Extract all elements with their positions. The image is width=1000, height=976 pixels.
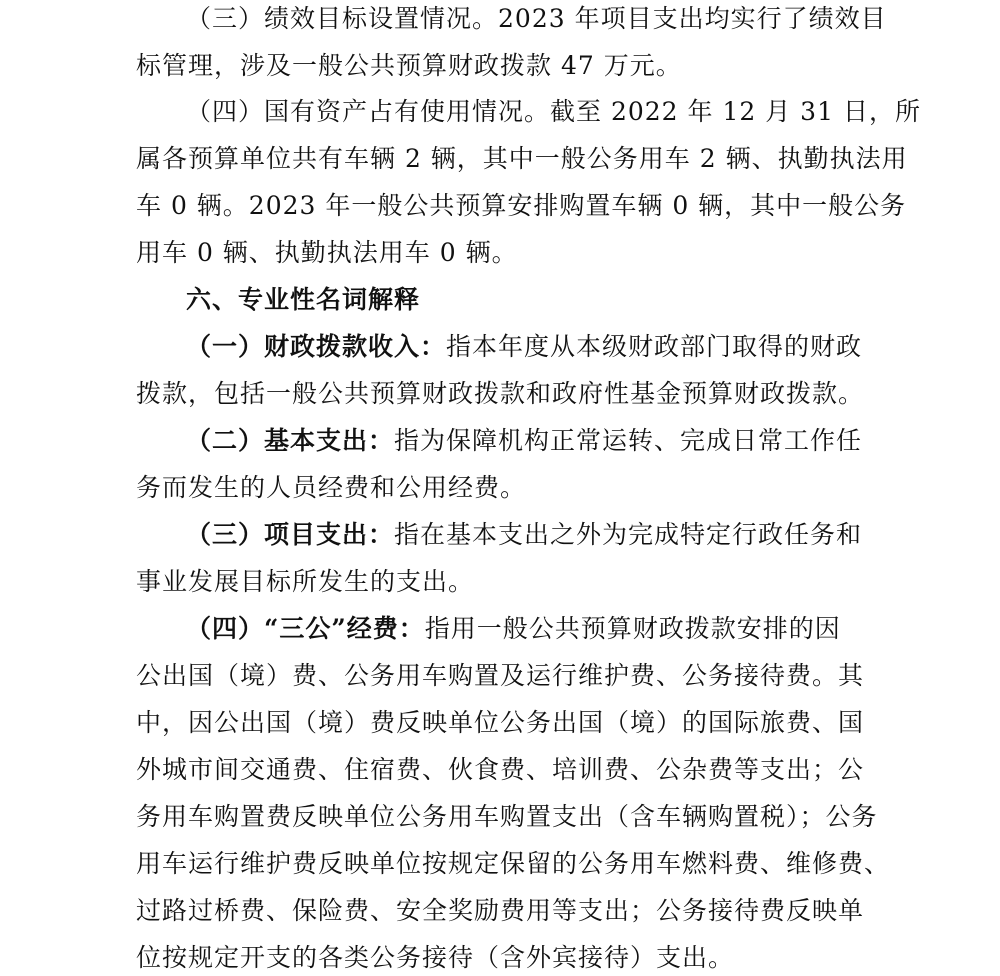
paragraph-text: 过路过桥费、保险费、安全奖励费用等支出；公务接待费反映单 (136, 896, 865, 925)
paragraph-line (136, 238, 896, 268)
paragraph-line (136, 51, 896, 81)
paragraph-line (136, 849, 896, 879)
paragraph-line (136, 144, 908, 174)
paragraph-text: 标管理，涉及一般公共预算财政拨款 47 万元。 (136, 51, 682, 80)
paragraph-text: 中，因公出国（境）费反映单位公务出国（境）的国际旅费、国 (136, 708, 865, 737)
paragraph-line (136, 661, 896, 691)
paragraph-text: 务用车购置费反映单位公务用车购置支出（含车辆购置税）；公务 (136, 802, 878, 831)
paragraph-text: 截至 2022 年 12 月 31 日，所 (550, 97, 921, 126)
paragraph-line (186, 332, 946, 362)
paragraph-line (136, 943, 896, 973)
paragraph-text: 指用一般公共预算财政拨款安排的因 (424, 614, 841, 643)
paragraph-text: 2023 年项目支出均实行了绩效目 (498, 4, 887, 33)
paragraph-text: 属各预算单位共有车辆 2 辆，其中一般公务用车 2 辆、执勤执法用 (136, 144, 908, 173)
section-heading (186, 285, 946, 315)
paragraph-text: 指在基本支出之外为完成特定行政任务和 (394, 520, 863, 549)
paragraph-text: 车 0 辆。2023 年一般公共预算安排购置车辆 0 辆，其中一般公务 (136, 191, 907, 220)
paragraph-text: 事业发展目标所发生的支出。 (136, 567, 475, 596)
paragraph-line (186, 614, 946, 644)
paragraph-heading: （四）国有资产占有使用情况。 (186, 97, 551, 126)
paragraph-line (136, 379, 896, 409)
paragraph-text: 拨款，包括一般公共预算财政拨款和政府性基金预算财政拨款。 (136, 379, 865, 408)
paragraph-text: 位按规定开支的各类公务接待（含外宾接待）支出。 (136, 943, 735, 972)
paragraph-line (136, 473, 896, 503)
paragraph-text: 务而发生的人员经费和公用经费。 (136, 473, 527, 502)
paragraph-line (186, 520, 946, 550)
paragraph-text: 指本年度从本级财政部门取得的财政 (446, 332, 863, 361)
paragraph-text: 用车运行维护费反映单位按规定保留的公务用车燃料费、维修费、 (136, 849, 891, 878)
paragraph-line (186, 97, 946, 127)
paragraph-line (136, 191, 907, 221)
term-label: （一）财政拨款收入： (186, 332, 447, 361)
paragraph-line (136, 802, 896, 832)
paragraph-text: 指为保障机构正常运转、完成日常工作任 (394, 426, 863, 455)
paragraph-line (136, 708, 896, 738)
paragraph-line (136, 755, 896, 785)
term-label: （四）“三公”经费： (186, 614, 425, 643)
paragraph-text: 用车 0 辆、执勤执法用车 0 辆。 (136, 238, 518, 267)
section-heading-text: 六、专业性名词解释 (186, 285, 421, 314)
term-label: （三）项目支出： (186, 520, 395, 549)
paragraph-heading: （三）绩效目标设置情况。 (186, 4, 499, 33)
paragraph-line (136, 896, 896, 926)
term-label: （二）基本支出： (186, 426, 395, 455)
paragraph-text: 公出国（境）费、公务用车购置及运行维护费、公务接待费。其 (136, 661, 865, 690)
paragraph-line (186, 4, 946, 34)
paragraph-text: 外城市间交通费、住宿费、伙食费、培训费、公杂费等支出；公 (136, 755, 865, 784)
paragraph-line (186, 426, 946, 456)
paragraph-line (136, 567, 896, 597)
